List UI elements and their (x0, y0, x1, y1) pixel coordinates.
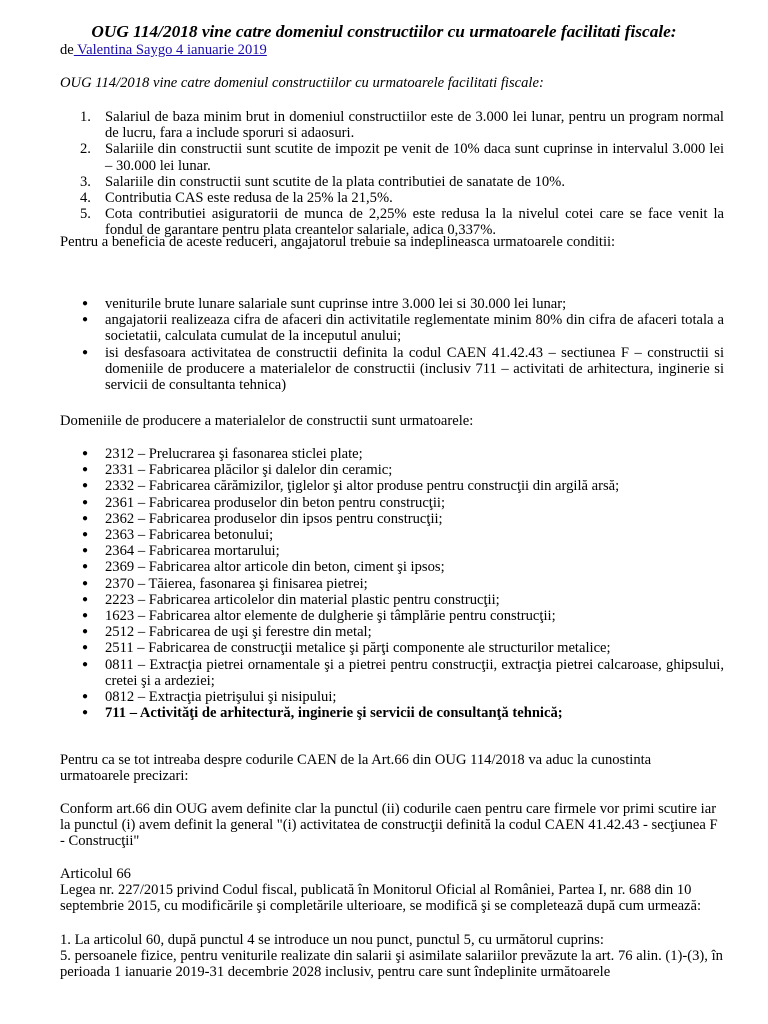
bullet-icon: ● (82, 658, 89, 670)
article-point-5: 5. persoanele fizice, pentru veniturile realizate din salarii şi asimilate salariilor prevăzute la art. 76 alin. (1)-(3), în perioada 1 ianuarie 2019-31 decembrie 2028 inclusiv, pentru care sunt îndeplinite următoarele (60, 948, 723, 981)
intro-paragraph: OUG 114/2018 vine catre domeniul constructiilor cu urmatoarele facilitati fiscale: (60, 75, 544, 91)
list-item: 5. Cota contributiei asiguratorii de munca de 2,25% este redusa la la nivelul cotei care se face venit la fondul de garantare pentru plata creantelor salariale, adica 0,337%. (80, 206, 724, 239)
bullet-icon: ● (82, 561, 89, 573)
conditions-list (60, 296, 724, 393)
list-item: ● 2331 – Fabricarea plăcilor şi dalelor din ceramic; (82, 462, 393, 479)
bullet-icon: ● (82, 480, 89, 492)
bullet-icon: ● (82, 529, 89, 541)
list-item: ● 2363 – Fabricarea betonului; (82, 527, 274, 544)
facilities-list (60, 109, 724, 239)
bullet-icon: ● (82, 691, 89, 703)
bullet-icon: ● (82, 346, 89, 358)
bullet-icon: ● (82, 448, 89, 459)
list-item: 2. Salariile din constructii sunt scutite de impozit pe venit de 10% daca sunt cuprinse in intervalul 3.000 lei – 30.000 lei lunar. (80, 141, 724, 174)
byline-prefix: de (60, 42, 74, 58)
list-item: ● angajatorii realizeaza cifra de afaceri din activitatile reglementate minim 80% din cifra de afaceri totala a societatii, calculata cumulat de la inceputul anului; (82, 312, 724, 345)
list-item: ● 2223 – Fabricarea articolelor din material plastic pentru construcţii; (82, 591, 500, 608)
domains-list (60, 446, 724, 721)
list-item: ● 0811 – Extracţia pietrei ornamentale şi a pietrei pentru construcţii, extracţia pietrei calcaroase, ghipsului, cretei şi a ardeziei; (82, 656, 724, 689)
bullet-icon: ● (82, 610, 89, 622)
bullet-icon: ● (82, 642, 89, 654)
list-item: ● 2364 – Fabricarea mortarului; (82, 543, 280, 560)
list-item: ● 2312 – Prelucrarea şi fasonarea sticlei plate; (82, 446, 363, 462)
bullet-icon: ● (82, 298, 89, 309)
list-item: ● 1623 – Fabricarea altor elemente de dulgherie şi tâmplărie pentru construcţii; (82, 608, 556, 625)
bullet-icon: ● (82, 545, 89, 557)
list-item: ● 0812 – Extracţia pietrişului şi nisipului; (82, 689, 337, 706)
list-item: ● 2362 – Fabricarea produselor din ipsos pentru construcţii; (82, 510, 443, 527)
list-item: ● 2332 – Fabricarea cărămizilor, ţiglelor şi altor produse pentru construcţii din argilă arsă; (82, 478, 620, 495)
article-text: Legea nr. 227/2015 privind Codul fiscal, publicată în Monitorul Oficial al României, Partea I, nr. 688 din 10 septembrie 2015, cu modificările şi completările ulterioare, se modifică şi se completează după cum urmează: (60, 882, 702, 915)
list-item: ● 2370 – Tăierea, fasonarea şi finisarea pietrei; (82, 575, 368, 592)
domains-intro: Domeniile de producere a materialelor de constructii sunt urmatoarele: (60, 413, 474, 429)
bullet-icon: ● (82, 577, 89, 589)
caen-paragraph: Pentru ca se tot intreaba despre codurile CAEN de la Art.66 din OUG 114/2018 va aduc la cunostinta urmatoarele precizari: (60, 752, 652, 785)
conform-paragraph: Conform art.66 din OUG avem definite clar la punctul (ii) codurile caen pentru care firmele vor primi scutire iar la punctul (i) avem definit la general "(i) activitatea de construcţii definită la codul CAEN 41.42.43 - secţiunea F - Construcţii" (60, 801, 718, 850)
bullet-icon: ● (82, 593, 89, 605)
bullet-icon: ● (82, 512, 89, 524)
list-item: 1. Salariul de baza minim brut in domeniul constructiilor este de 3.000 lei lunar, pentru un program normal de lucru, fara a include sporuri si adaosuri. (80, 109, 724, 142)
bullet-icon: ● (82, 314, 89, 326)
list-item: ● 2511 – Fabricarea de construcţii metalice şi părţi componente ale structurilor metalice; (82, 640, 611, 657)
author-date-link[interactable]: Valentina Saygo 4 ianuarie 2019 (73, 42, 267, 58)
list-item: ● isi desfasoara activitatea de constructii definita la codul CAEN 41.42.43 – sectiunea F – constructii si domeniile de producere a materialelor de constructii (inclusiv 711 – activitati de arhitectura, inginerie si servicii de consultanta tehnica) (82, 344, 724, 394)
article-heading: Articolul 66 (60, 866, 131, 882)
conditions-intro: Pentru a beneficia de aceste reduceri, angajatorul trebuie sa indeplineasca urmatoarele conditii: (60, 234, 616, 250)
bullet-icon: ● (82, 464, 89, 476)
list-item: 4. Contributia CAS este redusa de la 25% la 21,5%. (80, 190, 393, 207)
bullet-icon: ● (82, 707, 89, 719)
bullet-icon: ● (82, 496, 89, 508)
list-item: ● 2361 – Fabricarea produselor din beton pentru construcţii; (82, 494, 446, 511)
list-item: ● veniturile brute lunare salariale sunt cuprinse intre 3.000 lei si 30.000 lei lunar; (82, 296, 567, 312)
list-item: 3. Salariile din constructii sunt scutite de la plata contributiei de sanatate de 10%. (80, 173, 565, 190)
list-item: ● 711 – Activităţi de arhitectură, inginerie şi servicii de consultanţă tehnică; (82, 705, 563, 722)
article-point-1: 1. La articolul 60, după punctul 4 se introduce un nou punct, punctul 5, cu următorul cuprins: (60, 932, 604, 948)
bullet-icon: ● (82, 626, 89, 638)
article-title: OUG 114/2018 vine catre domeniul constructiilor cu urmatoarele facilitati fiscale: (91, 22, 677, 41)
byline (60, 42, 267, 58)
list-item: ● 2512 – Fabricarea de uşi şi ferestre din metal; (82, 624, 372, 641)
list-item: ● 2369 – Fabricarea altor articole din beton, ciment şi ipsos; (82, 559, 445, 576)
